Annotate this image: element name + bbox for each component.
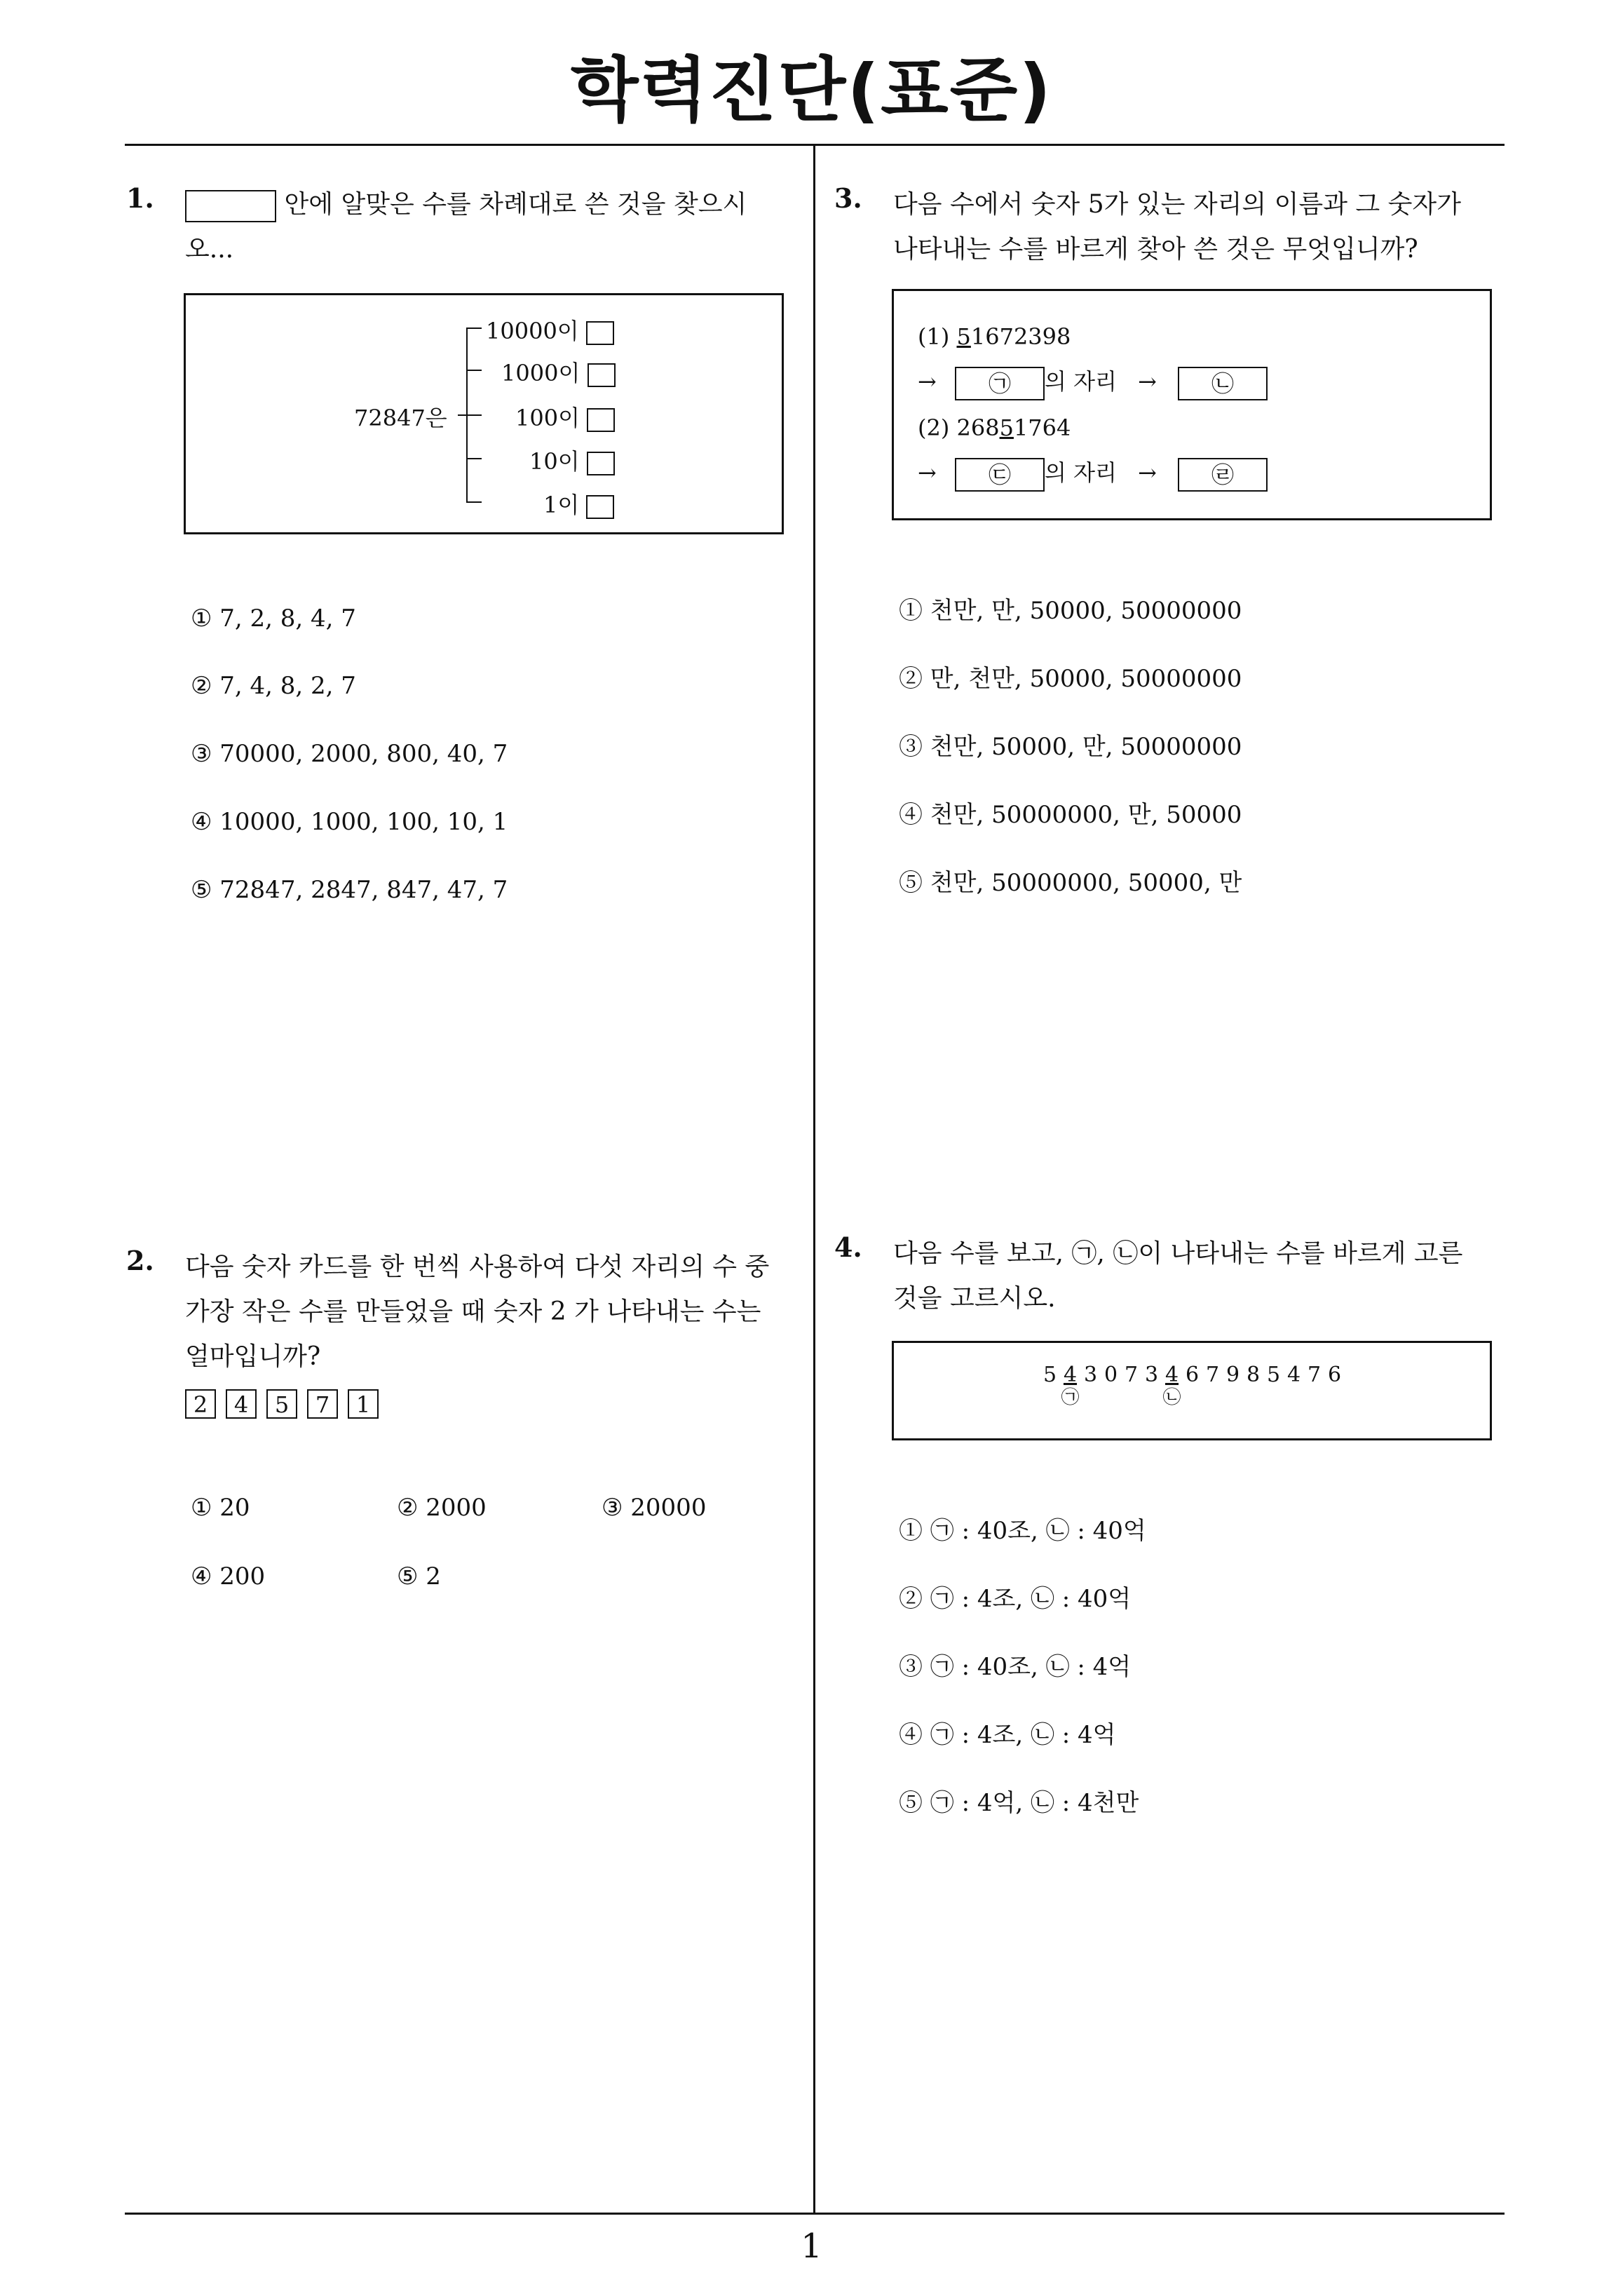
question-text xyxy=(185,1245,928,1427)
item-2: (2) 26851764 xyxy=(918,414,1071,441)
digit: 6 xyxy=(1327,1363,1342,1387)
option-5[interactable]: ⑤ 2 xyxy=(397,1562,441,1591)
digit: 9 xyxy=(1225,1363,1240,1387)
option-3[interactable]: ③ 70000, 2000, 800, 40, 7 xyxy=(191,740,508,768)
digit-box xyxy=(892,1341,1492,1440)
digit: 5 xyxy=(1043,1363,1057,1387)
option-4[interactable]: ④ 200 xyxy=(191,1562,266,1591)
bottom-rule xyxy=(125,2213,1505,2215)
place-row: 1000이 xyxy=(501,356,616,388)
tree-branch xyxy=(466,327,482,329)
digit: 5 xyxy=(1266,1363,1281,1387)
item-1: (1) 51672398 xyxy=(918,323,1071,350)
digit: 4 ㉡ xyxy=(1162,1363,1181,1408)
number-card: 4 xyxy=(226,1389,257,1419)
blank-2: ㉡ xyxy=(1178,367,1268,400)
option-3[interactable]: ③ 20000 xyxy=(602,1494,707,1522)
question-line: 다음 수에서 숫자 5가 있는 자리의 이름과 그 숫자가 xyxy=(893,190,1461,219)
answer-blank xyxy=(185,190,276,222)
number-card: 7 xyxy=(307,1389,338,1419)
number-card: 1 xyxy=(348,1389,379,1419)
question-line: 가장 작은 수를 만들었을 때 숫자 2 가 나타내는 수는 xyxy=(185,1297,761,1326)
question-line: 것을 고르시오. xyxy=(893,1284,1056,1313)
option-1[interactable]: ① 20 xyxy=(191,1494,250,1522)
page-number: 1 xyxy=(801,2227,822,2266)
option-4[interactable]: ④ ㉠ : 4조, ㉡ : 4억 xyxy=(899,1721,1116,1749)
option-3[interactable]: ③ ㉠ : 40조, ㉡ : 4억 xyxy=(899,1653,1132,1681)
digit-marker: ㉠ xyxy=(1061,1387,1080,1408)
item-1-answer: → ㉠ 의 자리 → ㉡ xyxy=(918,364,1268,400)
place-row: 10000이 xyxy=(486,313,614,346)
blank-4: ㉣ xyxy=(1178,458,1268,492)
number-cards xyxy=(185,1382,928,1427)
option-2[interactable]: ② 만, 천만, 50000, 50000000 xyxy=(899,665,1242,693)
digit: 6 xyxy=(1185,1363,1200,1387)
place-row: 100이 xyxy=(515,400,615,433)
digit: 7 xyxy=(1307,1363,1322,1387)
digit: 7 xyxy=(1124,1363,1139,1387)
item-2-answer: → ㉢ 의 자리 → ㉣ xyxy=(918,455,1268,492)
digit: 8 xyxy=(1246,1363,1261,1387)
question-number: 2. xyxy=(126,1245,154,1276)
tree-branch xyxy=(466,370,482,371)
question-number: 1. xyxy=(126,182,154,214)
number-card: 5 xyxy=(266,1389,297,1419)
digit: 4 xyxy=(1286,1363,1301,1387)
option-2[interactable]: ② 2000 xyxy=(397,1494,487,1522)
place-row: 10이 xyxy=(529,444,615,476)
option-1[interactable]: ① 천만, 만, 50000, 50000000 xyxy=(899,597,1242,625)
question-number: 3. xyxy=(834,182,862,214)
digit: 3 xyxy=(1144,1363,1159,1387)
page-title: 학력진단(표준) xyxy=(570,49,1052,131)
question-line: 나타내는 수를 바르게 찾아 쓴 것은 무엇입니까? xyxy=(893,235,1418,264)
option-5[interactable]: ⑤ 72847, 2847, 847, 47, 7 xyxy=(191,876,508,904)
option-3[interactable]: ③ 천만, 50000, 만, 50000000 xyxy=(899,733,1242,761)
option-1[interactable]: ① ㉠ : 40조, ㉡ : 40억 xyxy=(899,1517,1146,1545)
question-line: 안에 알맞은 수를 차례대로 쓴 것을 찾으시 xyxy=(276,190,747,219)
digit-marker: ㉡ xyxy=(1162,1387,1181,1408)
place-name-box xyxy=(892,289,1492,520)
option-4[interactable]: ④ 10000, 1000, 100, 10, 1 xyxy=(191,808,508,836)
number-card: 2 xyxy=(185,1389,216,1419)
tree-branch xyxy=(466,458,482,459)
question-text xyxy=(185,182,928,272)
digit: 4 ㉠ xyxy=(1061,1363,1080,1408)
place-row: 1이 xyxy=(543,487,614,520)
question-line: 다음 숫자 카드를 한 번씩 사용하여 다섯 자리의 수 중 xyxy=(185,1252,770,1281)
blank-3: ㉢ xyxy=(955,458,1045,492)
option-4[interactable]: ④ 천만, 50000000, 만, 50000 xyxy=(899,801,1242,829)
tree-branch xyxy=(466,414,482,416)
option-5[interactable]: ⑤ ㉠ : 4억, ㉡ : 4천만 xyxy=(899,1789,1139,1817)
question-text xyxy=(893,182,1503,272)
option-2[interactable]: ② 7, 4, 8, 2, 7 xyxy=(191,672,356,700)
column-divider xyxy=(813,146,815,2215)
number-label: 72847은 xyxy=(354,405,447,431)
tree-branch xyxy=(466,501,482,503)
digit: 7 xyxy=(1205,1363,1220,1387)
question-number: 4. xyxy=(834,1231,862,1263)
option-1[interactable]: ① 7, 2, 8, 4, 7 xyxy=(191,605,356,633)
place-value-box xyxy=(184,293,784,534)
question-line: 오... xyxy=(185,235,234,264)
option-5[interactable]: ⑤ 천만, 50000000, 50000, 만 xyxy=(899,869,1242,897)
digit: 3 xyxy=(1083,1363,1098,1387)
option-2[interactable]: ② ㉠ : 4조, ㉡ : 40억 xyxy=(899,1585,1132,1613)
question-line: 얼마입니까? xyxy=(185,1342,321,1371)
digit: 0 xyxy=(1103,1363,1118,1387)
digit-sequence xyxy=(1040,1363,1345,1408)
question-line: 다음 수를 보고, ㉠, ㉡이 나타내는 수를 바르게 고른 xyxy=(893,1239,1463,1268)
blank-1: ㉠ xyxy=(955,367,1045,400)
question-text xyxy=(893,1231,1503,1321)
